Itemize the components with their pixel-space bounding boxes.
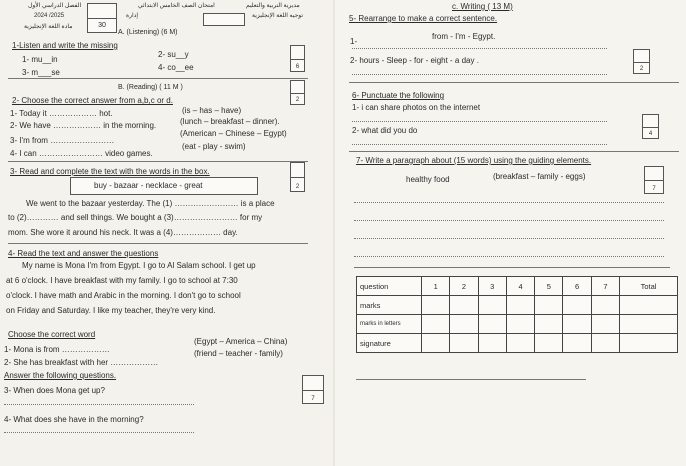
table-cell: 4 bbox=[506, 277, 534, 296]
q5-score: 2 bbox=[639, 66, 644, 72]
answer-line bbox=[354, 267, 670, 268]
q3-text-line-2: to (2)………… and sell things. We bought a (3)…………………… for my bbox=[8, 213, 263, 222]
q4-score-box bbox=[302, 375, 324, 404]
answer-line bbox=[352, 121, 607, 122]
header-exam-title: امتحان الصف الخامس الابتدائي bbox=[138, 3, 215, 9]
header-admin: إدارة bbox=[126, 13, 139, 19]
q6-item-2: 2- what did you do bbox=[352, 126, 418, 135]
reading-title: B. (Reading) ( 11 M ) bbox=[118, 84, 183, 91]
q1-instruction: 1-Listen and write the missing bbox=[12, 41, 118, 50]
q5-item-2: 2- hours - Sleep - for - eight - a day . bbox=[350, 56, 479, 65]
q2-item-3: 3- I'm from …………………… bbox=[10, 136, 115, 145]
q3-word-box bbox=[70, 177, 258, 195]
answer-line bbox=[354, 256, 664, 257]
q4-choose-item-1: 1- Mona is from ……………… bbox=[4, 345, 110, 354]
answer-line bbox=[354, 202, 664, 203]
listening-title: A. (Listening) (6 M) bbox=[118, 29, 178, 36]
q4-choose-options-1: (Egypt – America – China) bbox=[194, 337, 288, 346]
q2-options-1: (is – has – have) bbox=[182, 106, 242, 115]
table-cell: 7 bbox=[591, 277, 619, 296]
q6-item-1: 1- i can share photos on the internet bbox=[352, 103, 481, 112]
header-term: الفصل الدراسي الأول bbox=[28, 3, 82, 9]
section-divider bbox=[8, 243, 308, 244]
q4-score: 7 bbox=[311, 396, 315, 402]
q3-text-line-1: We went to the bazaar yesterday. The (1) …………………… is a place bbox=[26, 199, 275, 208]
footer-line bbox=[356, 379, 586, 380]
answer-line bbox=[4, 432, 194, 433]
answer-line bbox=[354, 220, 664, 221]
q2-options-2: (lunch – breakfast – dinner). bbox=[180, 117, 280, 126]
q5-score-box bbox=[633, 49, 650, 74]
q2-options-4: (eat - play - swim) bbox=[182, 142, 246, 151]
table-row bbox=[357, 277, 678, 296]
q4-passage-line-2: at 6 o'clock. I have breakfast with my family. I go to school at 7:30 bbox=[6, 276, 238, 285]
q4-choose-item-2: 2- She has breakfast with her ……………… bbox=[4, 358, 159, 367]
score-table bbox=[356, 276, 678, 353]
table-cell: marks in letters bbox=[357, 315, 422, 334]
q1-item-1: 1- mu__in bbox=[22, 55, 58, 64]
q6-score: 4 bbox=[648, 131, 653, 137]
answer-line bbox=[354, 238, 664, 239]
q1-item-2: 2- su__y bbox=[158, 50, 189, 59]
q3-instruction: 3- Read and complete the text with the words in the box. bbox=[10, 167, 210, 176]
q4-passage-line-1: My name is Mona I'm from Egypt. I go to Al Salam school. I get up bbox=[22, 261, 256, 270]
q7-topic: healthy food bbox=[406, 175, 450, 184]
q1-item-3: 3- m___se bbox=[22, 68, 60, 77]
table-cell: 2 bbox=[450, 277, 478, 296]
q7-hints: (breakfast – family - eggs) bbox=[493, 172, 586, 181]
header-school: مديرية التربية والتعليم bbox=[246, 3, 300, 9]
answer-line bbox=[4, 404, 194, 405]
q5-instruction: 5- Rearrange to make a correct sentence. bbox=[349, 14, 498, 23]
q4-choose-options-2: (friend – teacher - family) bbox=[194, 349, 283, 358]
table-cell: 3 bbox=[478, 277, 506, 296]
section-divider bbox=[349, 151, 679, 152]
q3-score: 2 bbox=[295, 184, 300, 190]
table-cell: Total bbox=[620, 277, 678, 296]
table-cell: question bbox=[357, 277, 422, 296]
header-directorate: توجيه اللغة الإنجليزية bbox=[252, 13, 304, 19]
q4-instruction: 4- Read the text and answer the questions bbox=[8, 249, 159, 258]
q5-item-1-label: 1- bbox=[350, 37, 358, 46]
q2-item-2: 2- We have ……………… in the morning. bbox=[10, 121, 157, 130]
q4-passage-line-4: on Friday and Saturday. I like my teacher, they're very kind. bbox=[6, 306, 216, 315]
q2-instruction: 2- Choose the correct answer from a,b,c or d. bbox=[12, 96, 173, 105]
header-total-box bbox=[87, 3, 117, 33]
q7-instruction: 7- Write a paragraph about (15 words) using the guiding elements. bbox=[356, 156, 592, 165]
q4-passage-line-3: o'clock. I have math and Arabic in the morning. I don't go to school bbox=[6, 291, 241, 300]
table-cell: 5 bbox=[535, 277, 563, 296]
q4-question-3: 3- When does Mona get up? bbox=[4, 386, 105, 395]
q2-item-1: 1- Today it ……………… hot. bbox=[10, 109, 113, 118]
q5-item-1: from - I'm - Egypt. bbox=[432, 32, 496, 41]
q4-question-4: 4- What does she have in the morning? bbox=[4, 415, 144, 424]
table-cell: marks bbox=[357, 296, 422, 315]
q3-text-line-3: mom. She wore it around his neck. It was a (4)……………… day. bbox=[8, 228, 238, 237]
q4-answer-title: Answer the following questions. bbox=[4, 371, 117, 380]
q3-words: buy - bazaar - necklace - great bbox=[94, 181, 203, 190]
q6-instruction: 6- Punctuate the following bbox=[352, 91, 445, 100]
q1-score: 6 bbox=[295, 64, 300, 70]
q6-score-box bbox=[642, 114, 659, 139]
q1-score-box bbox=[290, 45, 305, 72]
q1-item-4: 4- co__ee bbox=[158, 63, 194, 72]
q2-score: 2 bbox=[295, 97, 300, 103]
header-total-score: 30 bbox=[98, 22, 106, 29]
table-cell: 1 bbox=[422, 277, 450, 296]
table-row bbox=[357, 296, 678, 315]
section-divider bbox=[349, 82, 679, 83]
header-subject: مادة اللغة الإنجليزية bbox=[24, 24, 73, 30]
answer-line bbox=[352, 74, 607, 75]
q7-score-box bbox=[644, 166, 664, 194]
table-row bbox=[357, 315, 678, 334]
table-cell: 6 bbox=[563, 277, 591, 296]
writing-title: c. Writing ( 13 M) bbox=[452, 2, 513, 11]
answer-line bbox=[352, 48, 607, 49]
header-name-box bbox=[203, 13, 245, 26]
q2-options-3: (American – Chinese – Egypt) bbox=[180, 129, 287, 138]
q7-score: 7 bbox=[652, 186, 656, 192]
q2-score-box bbox=[290, 80, 305, 105]
table-cell: signature bbox=[357, 334, 422, 353]
q3-score-box bbox=[290, 162, 305, 192]
section-divider bbox=[8, 161, 308, 162]
section-divider bbox=[8, 78, 308, 79]
q4-choose-title: Choose the correct word bbox=[8, 330, 96, 339]
q2-item-4: 4- I can …………………… video games. bbox=[10, 149, 153, 158]
header-year: 2024 /2025 bbox=[34, 13, 65, 19]
table-row bbox=[357, 334, 678, 353]
answer-line bbox=[352, 144, 607, 145]
